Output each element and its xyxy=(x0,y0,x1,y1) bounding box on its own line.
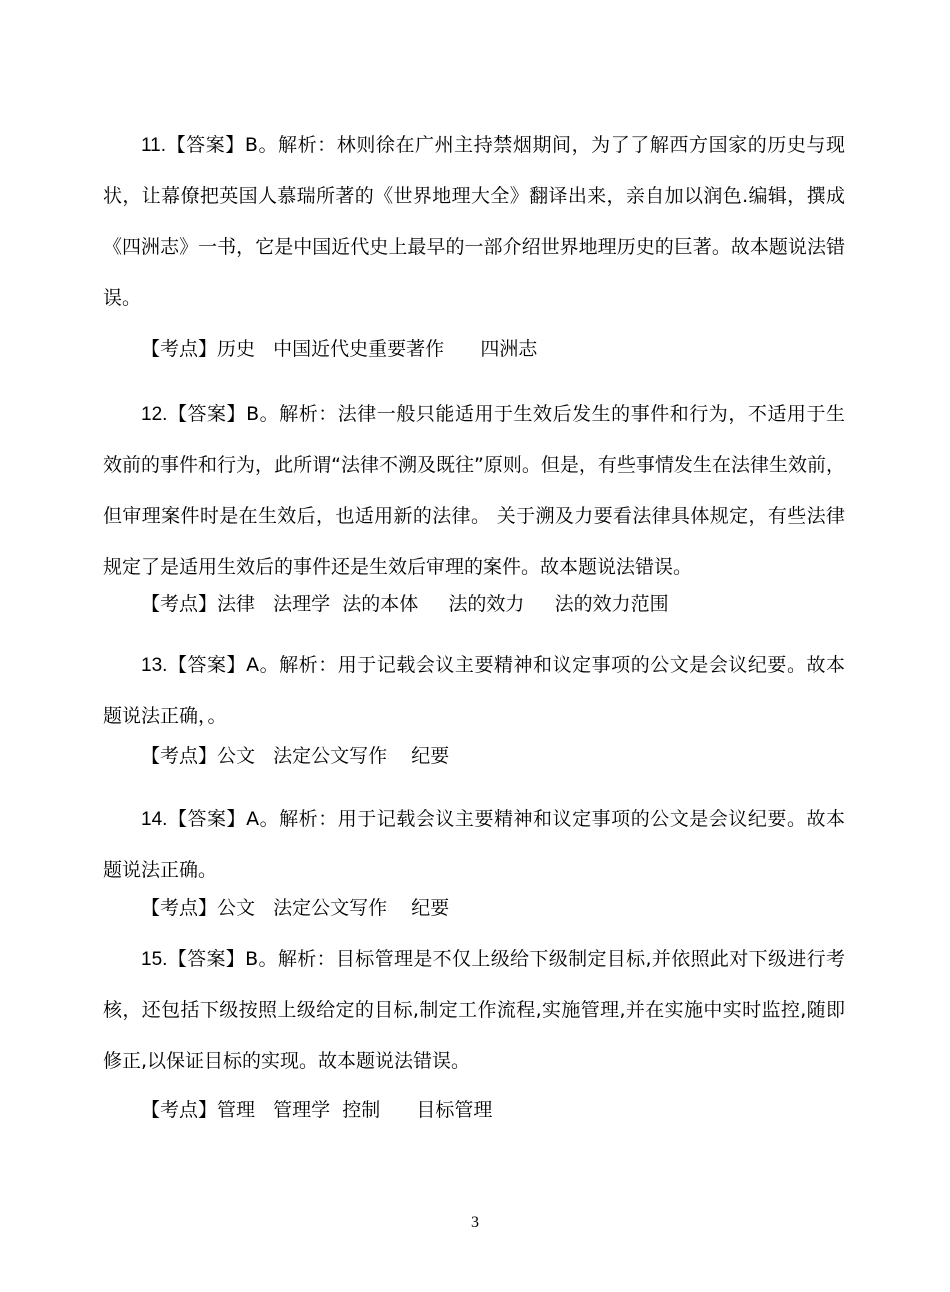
item-number: 11. xyxy=(141,135,167,156)
answer-text: 【答案】B。解析：目标管理是不仅上级给下级制定目标,并依照此对下级进行考核，还包括下级按照上级给定的目标,制定工作流程,实施管理,并在实施中实时监控,随即修正,以保证目标的实现。故本题说法错误。 xyxy=(103,948,845,1072)
item-number: 15. xyxy=(141,949,168,970)
answer-text: 【答案】A。解析：用于记载会议主要精神和议定事项的公文是会议纪要。故本题说法正确，。 xyxy=(103,654,845,727)
item-number: 13. xyxy=(141,655,168,676)
answer-text: 【答案】B。解析：林则徐在广州主持禁烟期间，为了了解西方国家的历史与现状，让幕僚把英国人慕瑞所著的《世界地理大全》翻译出来，亲自加以润色.编辑，撰成《四洲志》一书，它是中国近代史上最早的一部介绍世界地理历史的巨著。故本题说法错误。 xyxy=(103,134,845,309)
answer-paragraph-12 xyxy=(103,389,845,593)
answer-paragraph-14 xyxy=(103,794,845,896)
answer-paragraph-15 xyxy=(103,934,845,1087)
kaodian-line-15: 【考点】管理 管理学 控制 目标管理 xyxy=(141,1099,493,1121)
item-number: 14. xyxy=(141,809,168,830)
answer-text: 【答案】A。解析：用于记载会议主要精神和议定事项的公文是会议纪要。故本题说法正确。 xyxy=(103,808,845,881)
answer-paragraph-13 xyxy=(103,640,845,742)
page-number: 3 xyxy=(471,1214,479,1231)
kaodian-line-12: 【考点】法律 法理学 法的本体 法的效力 法的效力范围 xyxy=(141,593,669,615)
answer-text: 【答案】B。解析：法律一般只能适用于生效后发生的事件和行为，不适用于生效前的事件和行为，此所谓“法律不溯及既往”原则。但是，有些事情发生在法律生效前，但审理案件时是在生效后，也适用新的法律。 关于溯及力要看法律具体规定，有些法律规定了是适用生效后的事件还是生效后审理的案件。故本题说法错误。 xyxy=(103,403,845,578)
kaodian-line-14: 【考点】公文 法定公文写作 纪要 xyxy=(141,897,450,919)
answer-paragraph-11 xyxy=(103,120,845,324)
kaodian-line-11: 【考点】历史 中国近代史重要著作 四洲志 xyxy=(141,338,538,360)
item-number: 12. xyxy=(141,404,168,425)
kaodian-line-13: 【考点】公文 法定公文写作 纪要 xyxy=(141,745,450,767)
